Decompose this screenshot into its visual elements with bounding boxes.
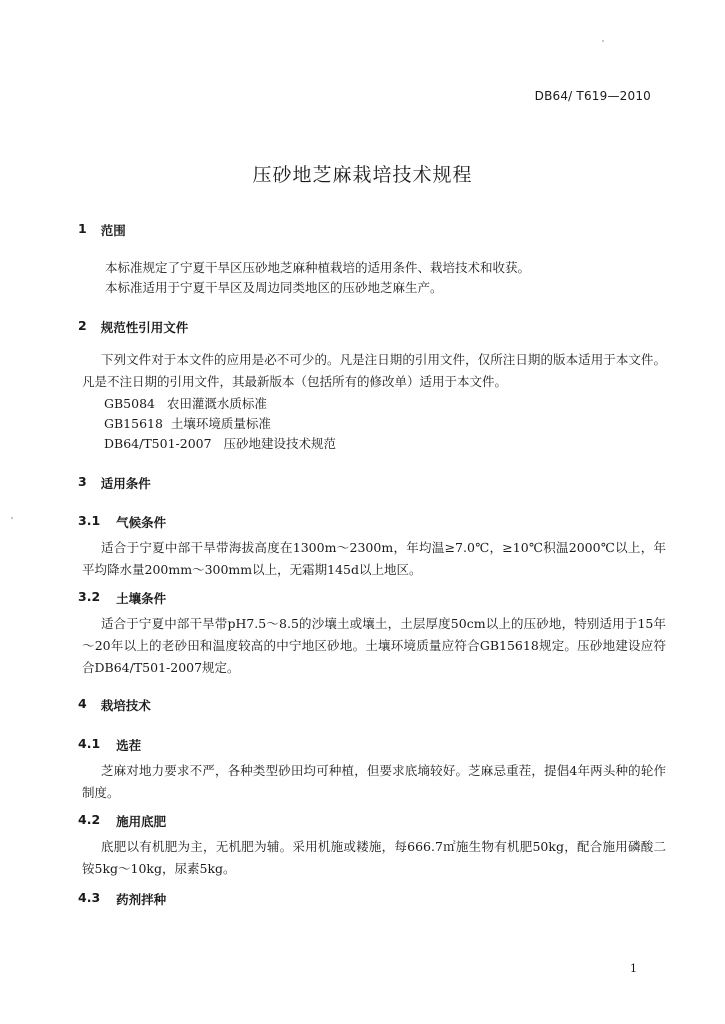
document-code: DB64/ T619—2010 [534,89,651,103]
reference-item: GB15618 土壤环境质量标准 [104,416,271,431]
section-3-2-heading [78,589,166,607]
section-number: 4.1 [78,736,101,751]
section-number: 1 [78,221,87,236]
section-4-2-heading [78,812,166,830]
section-4-2-paragraph: 底肥以有机肥为主，无机肥为辅。采用机施或耧施，每666.7㎡施生物有机肥50kg，配合施用磷酸二铵5kg～10kg，尿素5kg。 [82,839,666,876]
section-3-2-paragraph: 适合于宁夏中部干旱带pH7.5～8.5的沙壤土或壤土，土层厚度50cm以上的压砂地，特别适用于15年～20年以上的老砂田和温度较高的中宁地区砂地。土壤环境质量应符合GB15618规定。压砂地建设应符合DB64/T501-2007规定。 [82,616,666,675]
section-title: 施用底肥 [116,814,167,829]
section-title: 土壤条件 [116,591,167,606]
reference-item: GB5084 农田灌溉水质标准 [104,396,267,411]
section-title: 选茬 [116,738,142,753]
section-4-1-heading [78,736,141,754]
section-number: 4.2 [78,812,101,827]
section-3-heading [78,474,151,492]
section-number: 3 [78,474,87,489]
scan-speck [602,40,604,42]
section-title: 规范性引用文件 [100,320,189,335]
section-4-3-heading [78,890,166,908]
section-title: 药剂拌种 [116,892,167,907]
section-3-1-heading [78,513,166,531]
scan-speck [11,517,13,519]
section-title: 栽培技术 [100,698,151,713]
section-number: 3.2 [78,589,101,604]
reference-item: DB64/T501-2007 压砂地建设技术规范 [104,436,336,451]
section-3-1-paragraph: 适合于宁夏中部干旱带海拔高度在1300m～2300m，年均温≥7.0℃，≥10℃积温2000℃以上，年平均降水量200mm～300mm以上，无霜期145d以上地区。 [82,540,666,577]
section-number: 4 [78,696,87,711]
section-number: 2 [78,318,87,333]
section-1-heading [78,221,126,239]
section-4-heading [78,696,151,714]
section-number: 3.1 [78,513,101,528]
section-title: 适用条件 [100,476,151,491]
section-2-paragraph: 下列文件对于本文件的应用是必不可少的。凡是注日期的引用文件，仅所注日期的版本适用于本文件。凡是不注日期的引用文件，其最新版本（包括所有的修改单）适用于本文件。 [82,352,666,389]
page-number: 1 [630,962,637,975]
section-number: 4.3 [78,890,101,905]
section-title: 气候条件 [116,515,167,530]
section-title: 范围 [100,223,126,238]
page-title: 压砂地芝麻栽培技术规程 [252,164,473,186]
section-2-heading [78,318,188,336]
section-4-1-paragraph: 芝麻对地力要求不严，各种类型砂田均可种植，但要求底墒较好。芝麻忌重茬，提倡4年两头种的轮作制度。 [82,763,666,800]
section-1-paragraph-2: 本标准适用于宁夏干旱区及周边同类地区的压砂地芝麻生产。 [105,280,443,295]
section-1-paragraph-1: 本标准规定了宁夏干旱区压砂地芝麻种植栽培的适用条件、栽培技术和收获。 [105,260,531,275]
